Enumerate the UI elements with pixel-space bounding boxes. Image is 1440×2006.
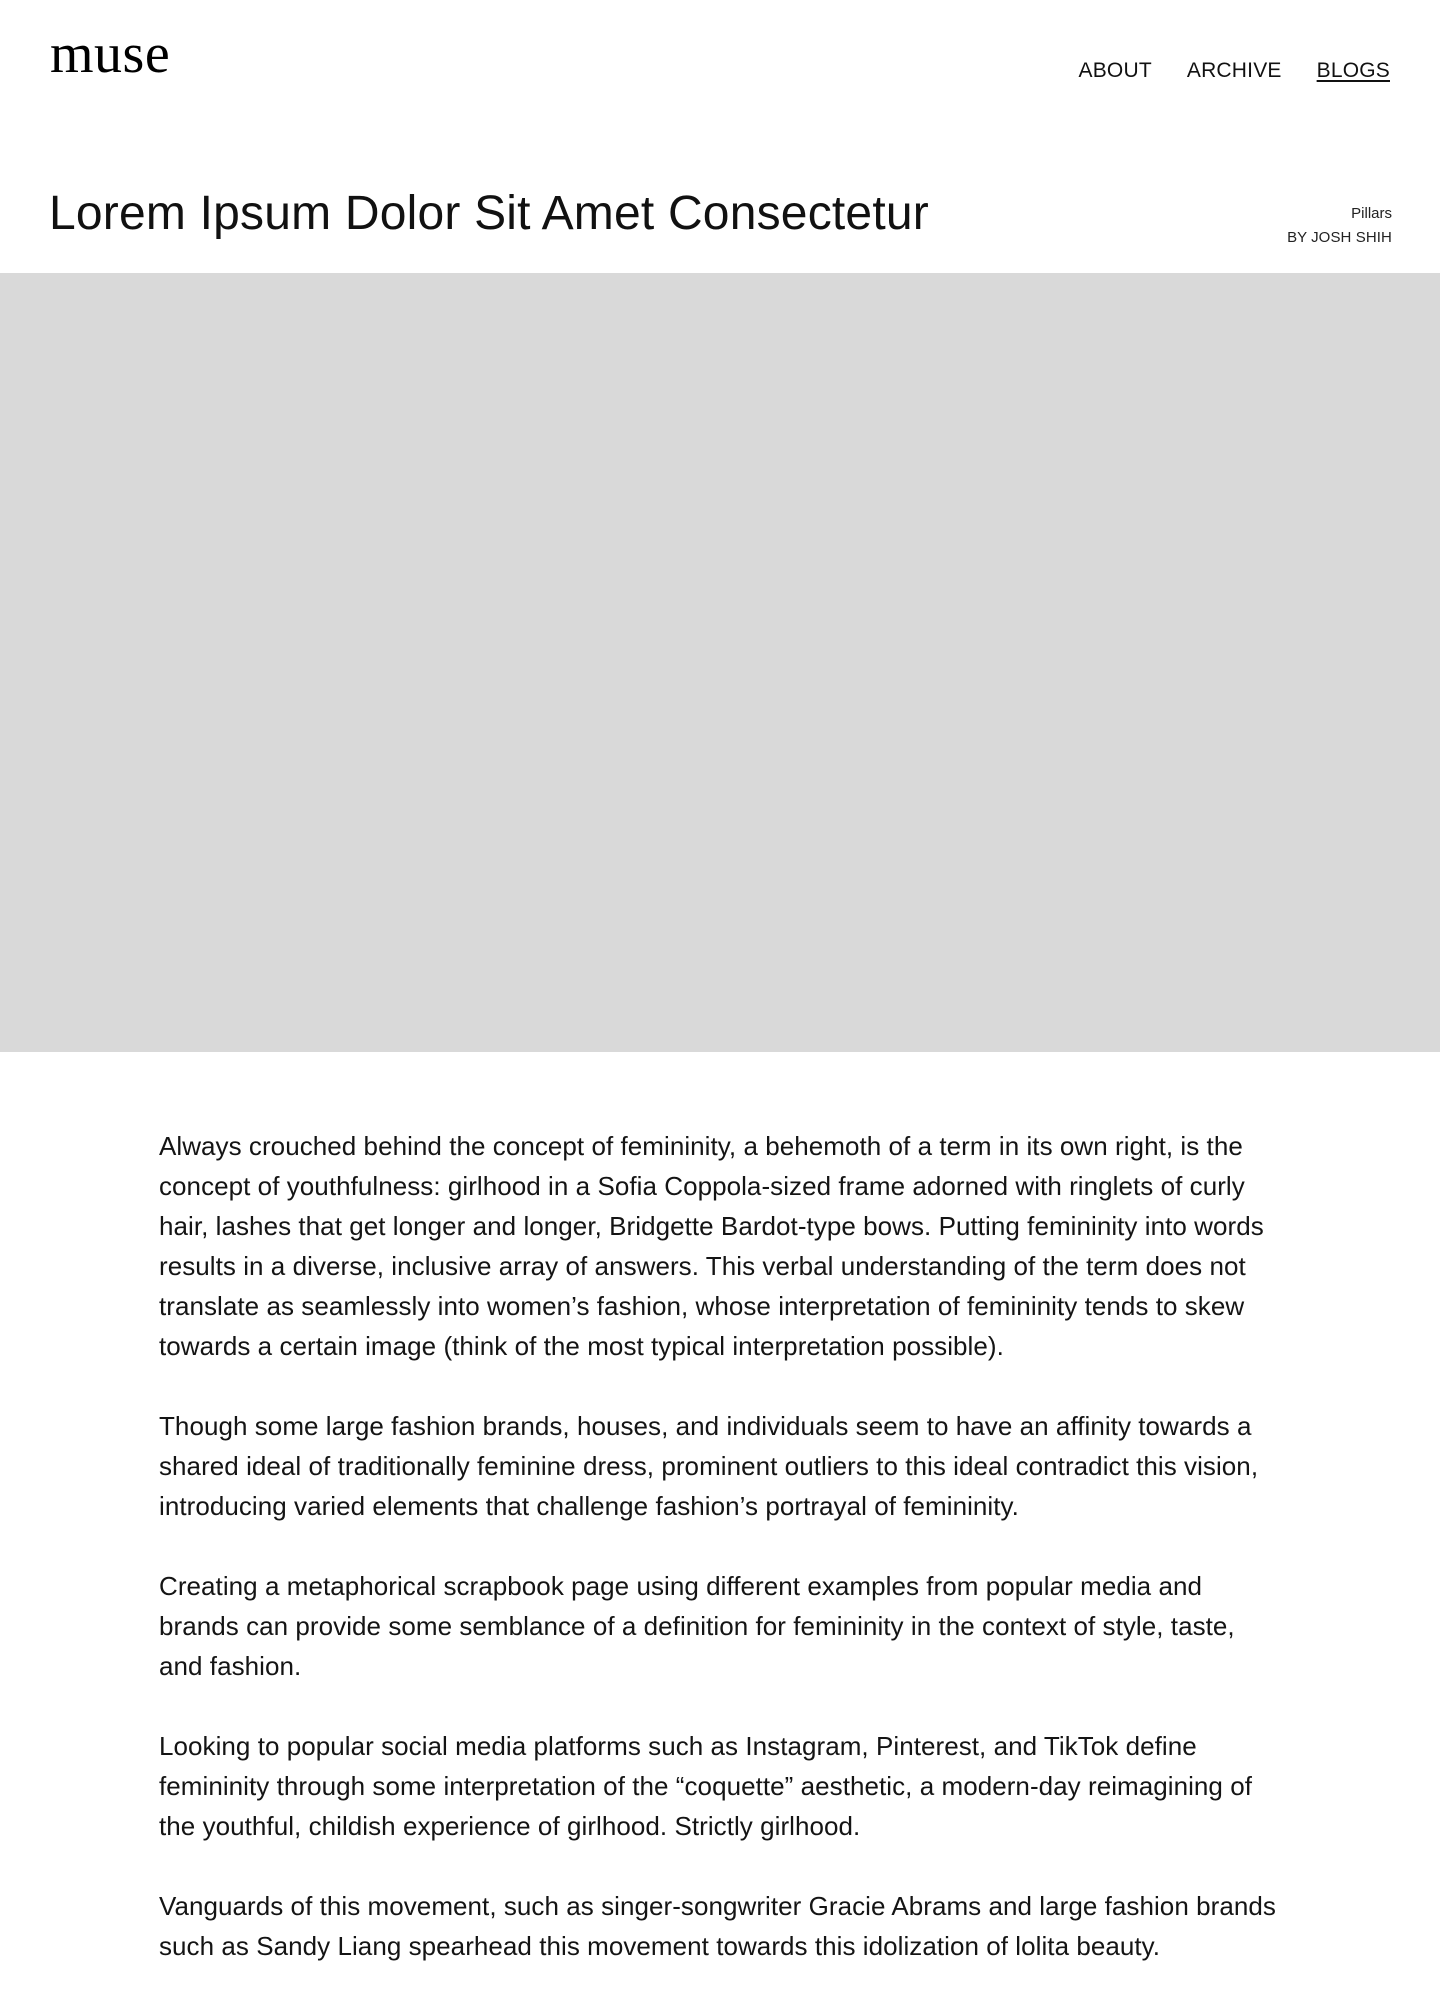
article-paragraph: Vanguards of this movement, such as singer-songwriter Gracie Abrams and large fashion brands such as Sandy Liang spearhead this movement towards this idolization of lolita beauty.	[159, 1891, 1276, 1961]
article-paragraph: Always crouched behind the concept of femininity, a behemoth of a term in its own right, is the concept of youthfulness: girlhood in a Sofia Coppola-sized frame adorned with ringlets of curly hair, lashes that get longer and longer, Bridgette Bardot-type bows. Putting femininity into words results in a diverse, inclusive array of answers. This verbal understanding of the term does not translate as seamlessly into women’s fashion, whose interpretation of femininity tends to skew towards a certain image (think of the most typical interpretation possible).	[159, 1131, 1264, 1361]
hero-image-placeholder	[0, 273, 1440, 1052]
post-author[interactable]: JOSH SHIH	[1311, 229, 1392, 246]
post-meta	[1287, 202, 1392, 250]
nav-archive-link[interactable]: ARCHIVE	[1186, 59, 1282, 82]
post-byline	[1287, 226, 1392, 250]
byline-label: BY	[1287, 229, 1307, 246]
article-paragraph: Though some large fashion brands, houses, and individuals seem to have an affinity towards a shared ideal of traditionally feminine dress, prominent outliers to this ideal contradict this vision, introducing varied elements that challenge fashion’s portrayal of femininity.	[159, 1411, 1259, 1521]
nav-blogs-link[interactable]: BLOGS	[1316, 59, 1390, 82]
article-paragraph: Creating a metaphorical scrapbook page using different examples from popular media and brands can provide some semblance of a definition for femininity in the context of style, taste, and fashion.	[159, 1571, 1235, 1681]
page-title: Lorem Ipsum Dolor Sit Amet Consectetur	[49, 187, 929, 240]
nav-about-link[interactable]: ABOUT	[1078, 59, 1152, 82]
main-nav	[1079, 58, 1390, 84]
article-body	[159, 1126, 1284, 2006]
post-title-row	[0, 180, 1440, 272]
site-header	[0, 0, 1440, 140]
site-logo[interactable]: muse	[50, 23, 171, 85]
post-category[interactable]: Pillars	[1351, 205, 1392, 222]
article-paragraph: Looking to popular social media platforms such as Instagram, Pinterest, and TikTok define femininity through some interpretation of the “coquette” aesthetic, a modern-day reimagining of the youthful, childish experience of girlhood. Strictly girlhood.	[159, 1731, 1253, 1841]
